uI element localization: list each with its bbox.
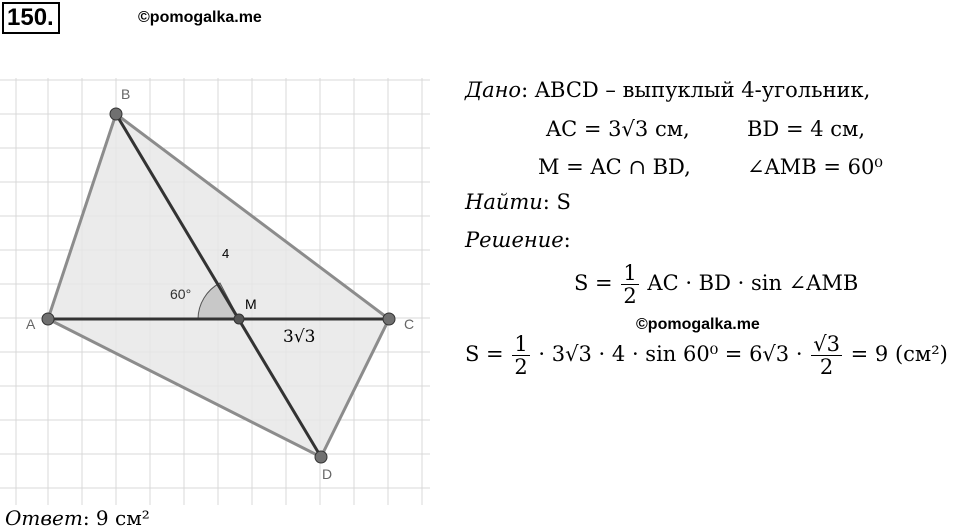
formula-frac-num: 1 (623, 261, 637, 285)
label-bm-length: 4 (222, 246, 230, 261)
calc-fraction (512, 333, 529, 378)
formula-left: S = (574, 271, 613, 295)
find-text: : S (542, 190, 571, 214)
watermark: ©pomogalka.me (138, 9, 262, 26)
calc-fraction-2 (811, 333, 842, 378)
label-angle: 60° (170, 286, 192, 302)
calc-frac-num: 1 (514, 332, 528, 356)
given-text: : ABCD – выпуклый 4-угольник, (521, 78, 871, 102)
solution-label: Решение (465, 228, 564, 252)
problem-number: 150. (2, 2, 60, 34)
area-formula (574, 262, 858, 307)
label-m: M (245, 296, 257, 312)
watermark-mid: ©pomogalka.me (636, 316, 760, 333)
calc-right: = 9 (см²) (850, 342, 948, 366)
point-b (110, 108, 122, 120)
answer-label: Ответ (5, 506, 83, 530)
given-angle: ∠AMB = 60⁰ (747, 155, 883, 179)
formula-frac-den: 2 (623, 284, 637, 308)
given-m: M = AC ∩ BD, (538, 155, 691, 179)
calc-frac-den: 2 (514, 355, 528, 379)
label-d: D (322, 466, 333, 482)
formula-right: AC · BD · sin ∠AMB (647, 271, 859, 295)
calc-left: S = (465, 342, 504, 366)
point-m (234, 314, 244, 324)
find-line (465, 190, 571, 214)
given-line (465, 78, 870, 102)
given-ac: AC = 3√3 см, (546, 117, 690, 141)
label-mc-length: 3√3 (283, 327, 316, 347)
calc-frac2-num: √3 (813, 332, 840, 356)
point-c (383, 313, 395, 325)
point-d (315, 451, 327, 463)
solution-line (465, 228, 571, 252)
find-label: Найти (465, 190, 543, 214)
label-b: B (121, 86, 131, 102)
calc-frac2-den: 2 (819, 355, 834, 379)
formula-fraction (621, 262, 638, 307)
solution-colon: : (563, 228, 571, 252)
label-a: A (26, 316, 36, 332)
given-bd: BD = 4 см, (747, 117, 866, 141)
point-a (42, 313, 54, 325)
quadrilateral-figure (0, 0, 440, 531)
label-c: C (404, 316, 415, 332)
area-calculation (465, 333, 948, 378)
answer-line (5, 506, 150, 530)
given-label: Дано (465, 78, 522, 102)
answer-value: : 9 см² (82, 506, 150, 530)
calc-mid: · 3√3 · 4 · sin 60⁰ = 6√3 · (538, 342, 803, 366)
